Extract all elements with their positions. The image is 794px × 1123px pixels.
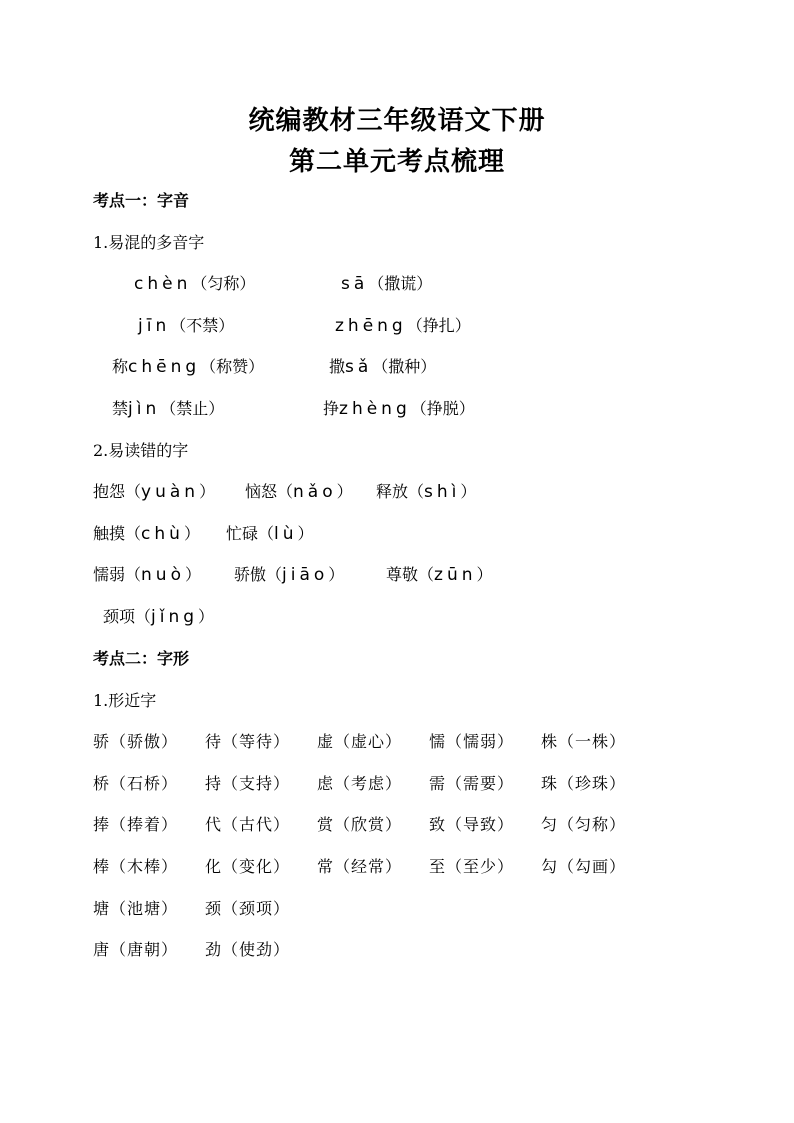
document-subtitle: 第二单元考点梳理 xyxy=(288,147,505,177)
poly-entry: 撒sǎ（撒种） xyxy=(329,357,437,377)
similar-char-cell: 至（至少） xyxy=(429,857,515,876)
similar-char-cell: 代（古代） xyxy=(205,815,291,834)
similar-char-cell: 匀（匀称） xyxy=(541,815,627,834)
document-title: 统编教材三年级语文下册 xyxy=(248,106,546,136)
poly-entry: chèn（匀称） xyxy=(134,274,256,294)
misread-entry: 释放（shì） xyxy=(376,482,477,502)
misread-entry: 尊敬（zūn） xyxy=(386,565,493,585)
similar-char-cell: 待（等待） xyxy=(205,732,291,751)
similar-char-cell: 珠（珍珠） xyxy=(541,774,627,793)
similar-char-cell: 棒（木棒） xyxy=(93,857,179,876)
subheading-polyphonic: 1.易混的多音字 xyxy=(93,233,205,252)
similar-char-cell: 懦（懦弱） xyxy=(429,732,515,751)
misread-entry: 忙碌（lù） xyxy=(226,524,314,544)
misread-entry: 懦弱（nuò） xyxy=(93,565,201,585)
poly-entry: zhēng（挣扎） xyxy=(335,316,471,336)
similar-char-cell: 株（一株） xyxy=(541,732,627,751)
misread-entry: 骄傲（jiāo） xyxy=(234,565,345,585)
similar-char-cell: 需（需要） xyxy=(429,774,515,793)
poly-entry: 称chēng（称赞） xyxy=(112,357,265,377)
subheading-similar-characters: 1.形近字 xyxy=(93,691,157,710)
misread-entry: 触摸（chù） xyxy=(93,524,200,544)
similar-char-cell: 持（支持） xyxy=(205,774,291,793)
poly-entry: 挣zhèng（挣脱） xyxy=(323,399,475,419)
similar-char-cell: 骄（骄傲） xyxy=(93,732,179,751)
similar-char-cell: 桥（石桥） xyxy=(93,774,179,793)
similar-char-cell: 常（经常） xyxy=(317,857,403,876)
poly-entry: jīn（不禁） xyxy=(138,316,235,336)
subheading-misread: 2.易读错的字 xyxy=(93,441,189,460)
similar-char-cell: 劲（使劲） xyxy=(205,940,291,959)
similar-char-cell: 致（导致） xyxy=(429,815,515,834)
misread-entry: 抱怨（yuàn） xyxy=(93,482,216,502)
similar-char-cell: 化（变化） xyxy=(205,857,291,876)
similar-char-cell: 塘（池塘） xyxy=(93,899,179,918)
similar-char-cell: 勾（勾画） xyxy=(541,857,627,876)
section-heading-glyph: 考点二：字形 xyxy=(93,649,190,668)
similar-char-cell: 颈（颈项） xyxy=(205,899,291,918)
poly-entry: sā（撒谎） xyxy=(341,274,433,294)
poly-entry: 禁jìn（禁止） xyxy=(112,399,225,419)
similar-char-cell: 捧（捧着） xyxy=(93,815,179,834)
section-heading-pronunciation: 考点一：字音 xyxy=(93,191,190,210)
misread-entry: 颈项（jǐng） xyxy=(103,607,215,627)
similar-char-cell: 赏（欣赏） xyxy=(317,815,403,834)
misread-entry: 恼怒（nǎo） xyxy=(245,482,353,502)
similar-char-cell: 虚（虚心） xyxy=(317,732,403,751)
similar-char-cell: 虑（考虑） xyxy=(317,774,403,793)
similar-char-cell: 唐（唐朝） xyxy=(93,940,179,959)
